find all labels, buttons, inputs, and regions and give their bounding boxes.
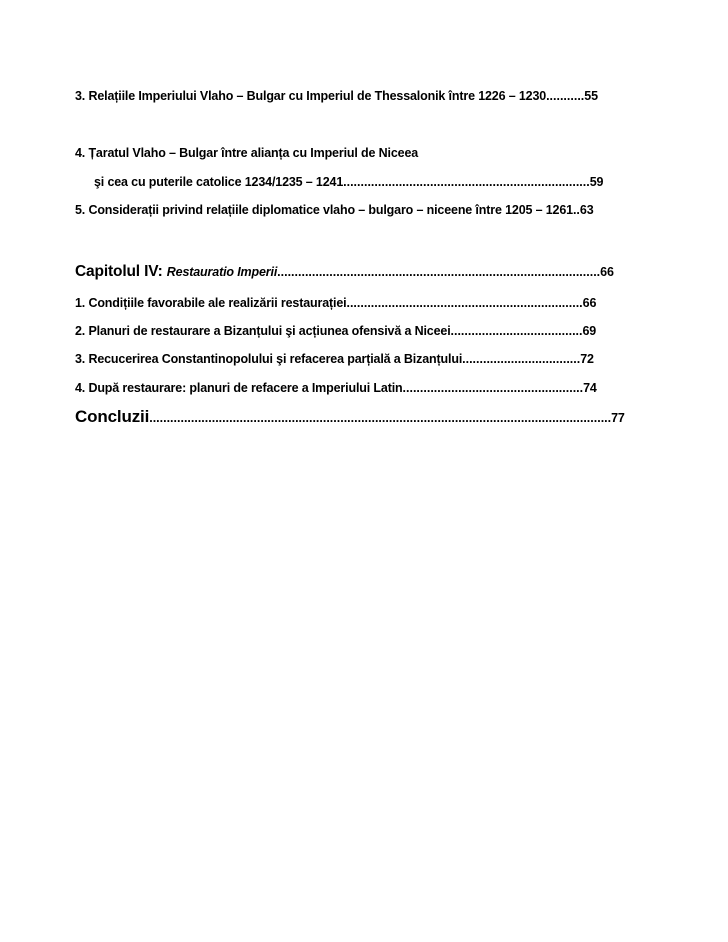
toc-leader-dots: .................................................................... [346,296,583,310]
toc-chapter [75,407,625,427]
toc-page-number: 66 [582,296,597,310]
toc-chapter [75,263,614,281]
toc-entry-title: 4. După restaurare: planuri de refacere a Imperiului Latin [75,381,403,395]
toc-entry-title: 1. Condițiile favorabile ale realizării restaurației [75,296,347,310]
toc-page-number: 74 [583,381,597,395]
toc-leader-dots: .................................................... [402,381,584,395]
toc-page-number: 55 [584,89,598,103]
chapter-label: Capitolul IV: [75,263,167,280]
toc-entry-title: 2. Planuri de restaurare a Bizanțului şi acțiunea ofensivă a Niceei [75,324,451,338]
toc-entry [75,203,594,217]
toc-entry [75,352,594,366]
toc-page-number: 77 [611,411,625,425]
toc-entry [75,89,598,103]
toc-page-number: 66 [600,265,614,279]
toc-entry [75,381,597,395]
chapter-title: Restauratio Imperii [166,265,278,279]
toc-page-number: 69 [582,324,597,338]
toc-leader-dots: ....................................................................... [343,175,590,189]
toc-entry [75,324,596,338]
toc-leader-dots: ..................................................................................................................................... [149,411,612,425]
toc-leader-dots: .. [572,203,580,217]
toc-entry-title: 3. Recucerirea Constantinopolului şi refacerea parțială a Bizanțului [75,352,463,366]
toc-entry-title: 5. Considerații privind relațiile diplomatice vlaho – bulgaro – niceene între 1205 – 1261 [75,203,573,217]
toc-entry-continuation [94,175,603,189]
conclusions-label: Concluzii [75,407,150,426]
toc-leader-dots: ............................................................................................. [277,265,601,279]
toc-entry [75,296,596,310]
toc-page-number: 59 [589,175,604,189]
toc-leader-dots: ........... [546,89,585,103]
toc-entry-title: 3. Relațiile Imperiului Vlaho – Bulgar cu Imperiul de Thessalonik între 1226 – 1230 [75,89,547,103]
toc-entry-title: şi cea cu puterile catolice 1234/1235 – 1241 [94,175,344,189]
toc-entry [75,146,418,160]
toc-leader-dots: ...................................... [450,324,583,338]
toc-page-number: 72 [580,352,594,366]
toc-leader-dots: .................................. [462,352,581,366]
toc-page-number: 63 [579,203,594,217]
toc-entry-title: 4. Țaratul Vlaho – Bulgar între alianța cu Imperiul de Niceea [75,146,419,160]
